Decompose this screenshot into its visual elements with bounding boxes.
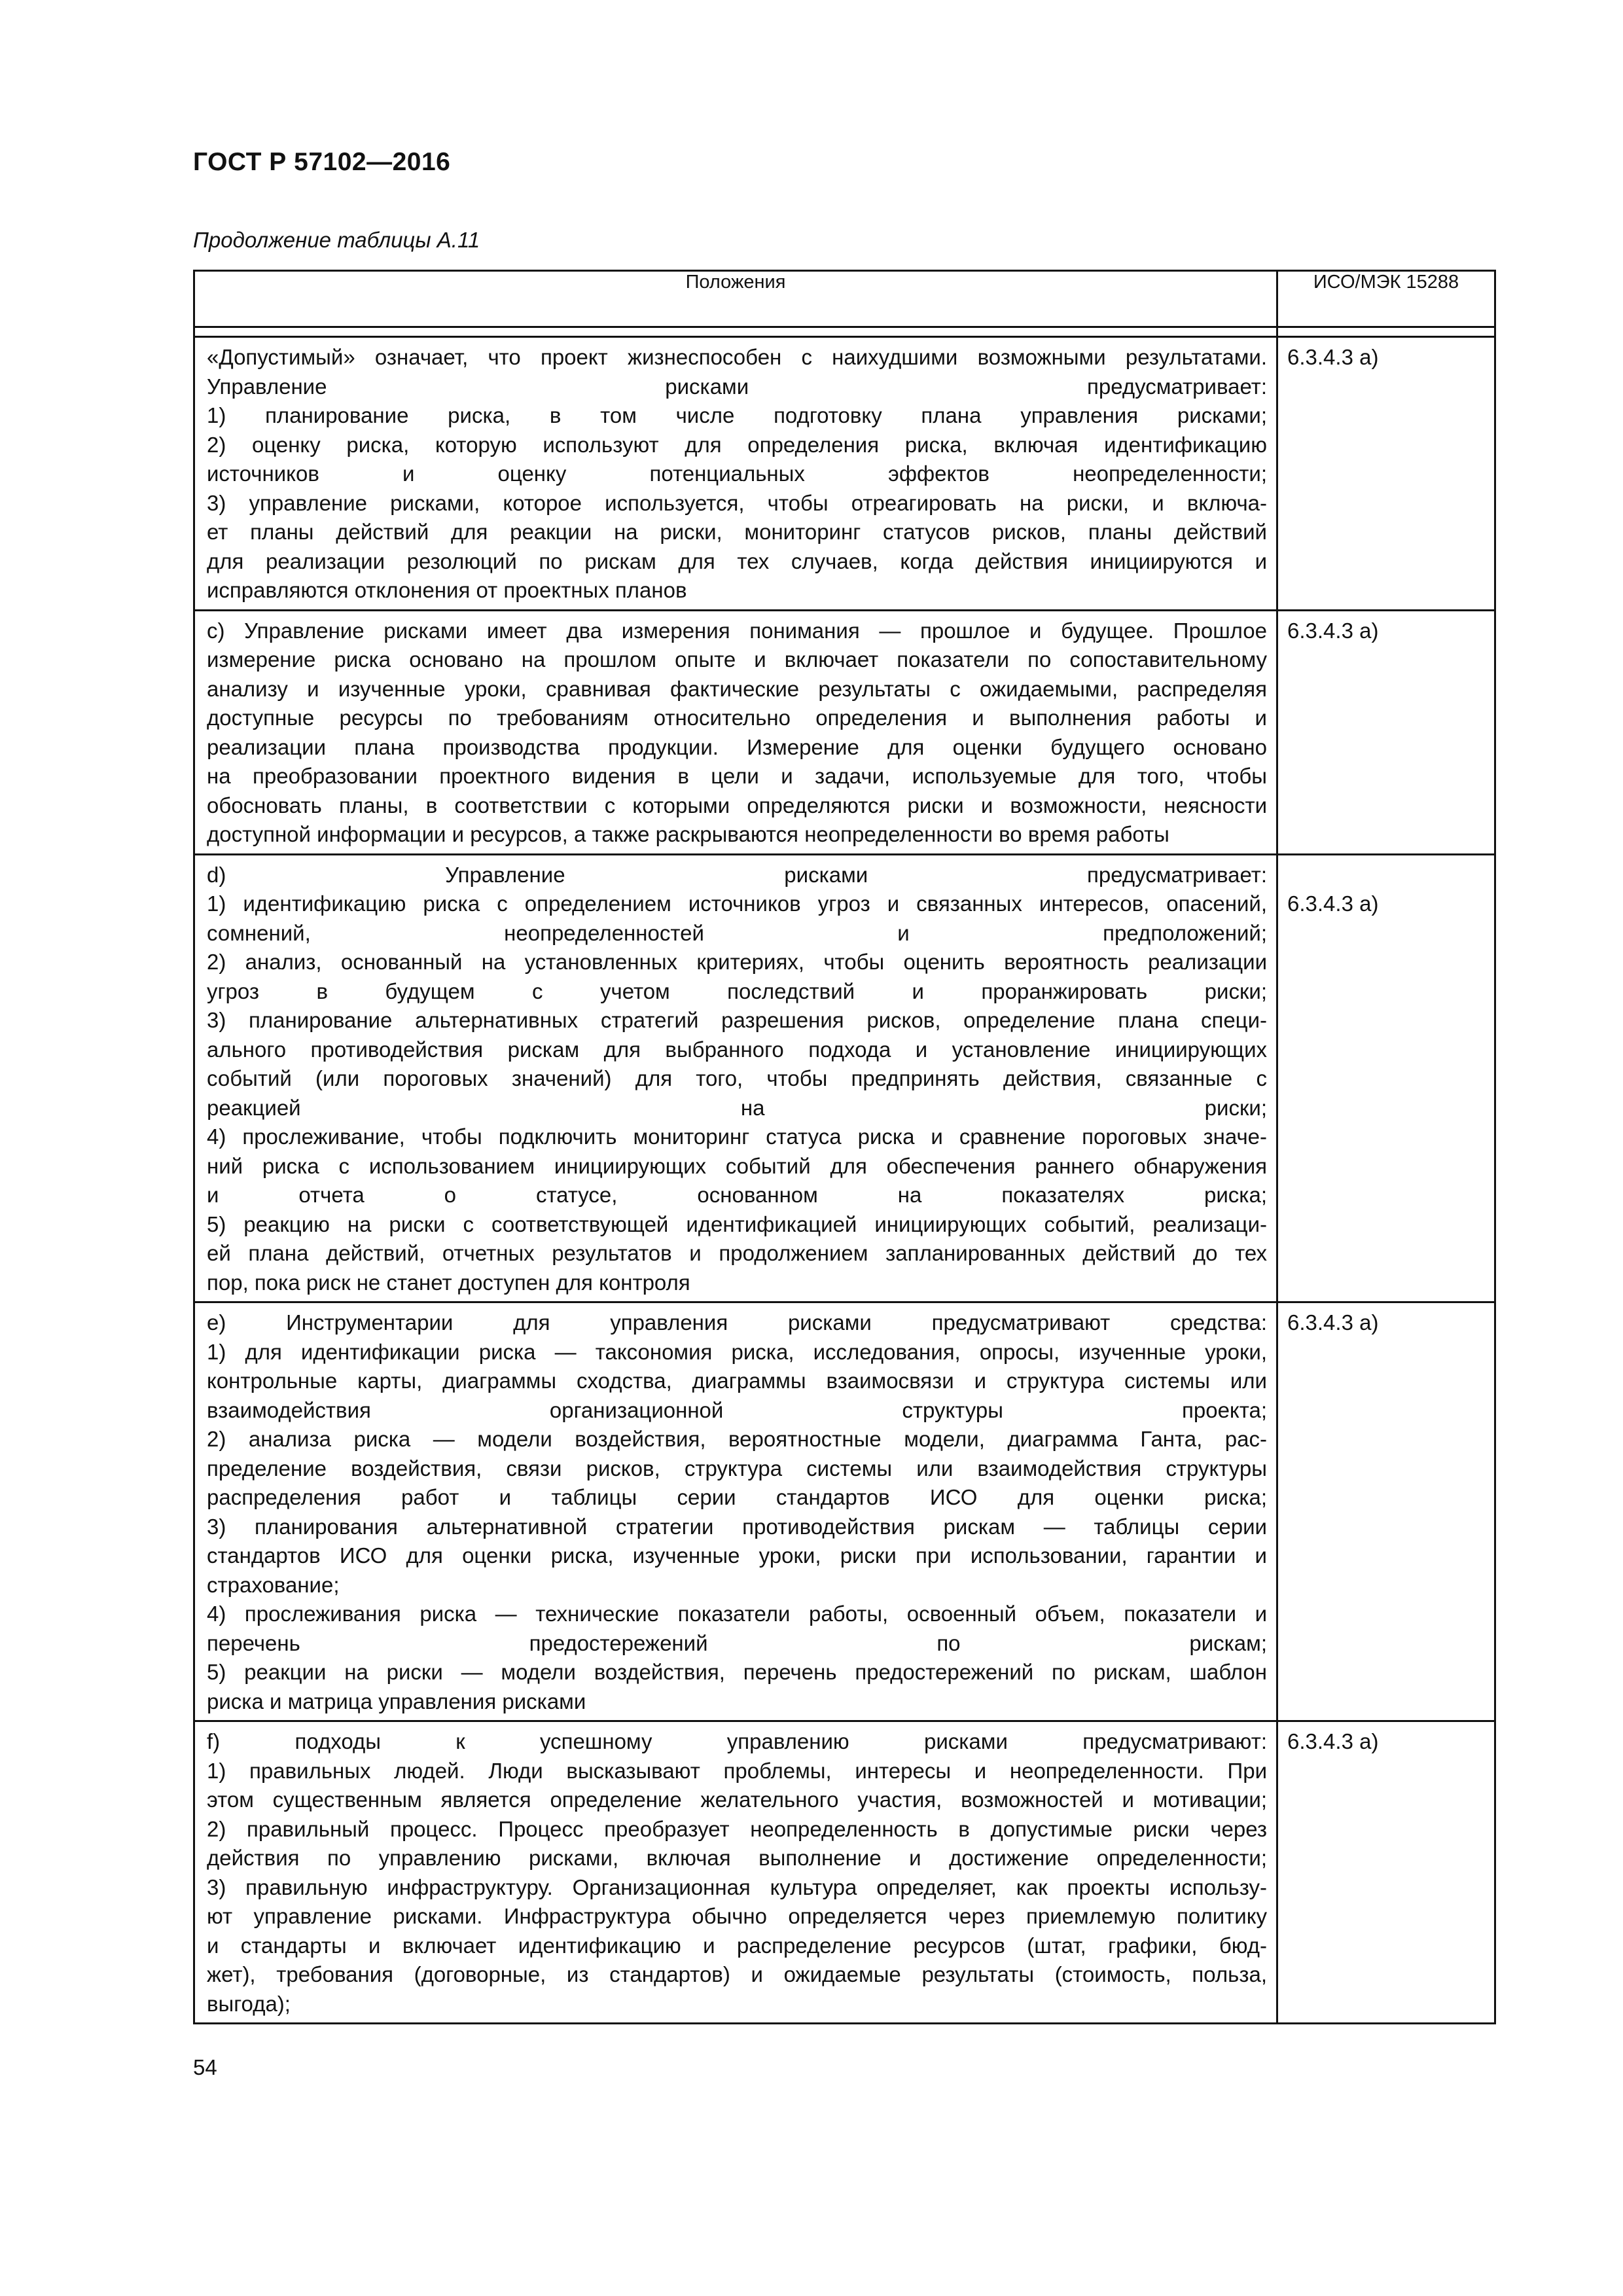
provision-line: жет), требования (договорные, из стандартов) и ожидаемые результаты (стоимость, польза, (207, 1962, 1267, 1986)
provision-text-cell (194, 854, 1277, 1302)
provision-line: и отчета о статусе, основанном на показателях риска; (207, 1183, 1267, 1207)
provision-line: 4) прослеживания риска — технические показатели работы, освоенный объем, показатели и (207, 1602, 1267, 1626)
iso-reference-cell (1277, 610, 1495, 854)
provision-line: 5) реакцию на риски с соответствующей идентификацией инициирующих событий, реализаци- (207, 1211, 1267, 1236)
provision-line: Управление рисками предусматривает: (207, 374, 1267, 399)
provision-line: пор, пока риск не станет доступен для контроля (207, 1270, 690, 1295)
provision-line: ют управление рисками. Инфраструктура обычно определяется через приемлемую политику (207, 1904, 1267, 1928)
provision-line: пределение воздействия, связи рисков, структура системы или взаимодействия структуры (207, 1456, 1267, 1480)
provision-line: выгода); (207, 1991, 291, 2016)
provision-line: исправляются отклонения от проектных планов (207, 578, 687, 602)
provision-text-cell (194, 1721, 1277, 2024)
provision-line: доступные ресурсы по требованиям относительно определения и выполнения работы и (207, 706, 1267, 730)
header-separator-cell (194, 327, 1277, 337)
provision-line: 4) прослеживание, чтобы подключить мониторинг статуса риска и сравнение пороговых значе- (207, 1124, 1267, 1149)
provision-line: 3) планирования альтернативной стратегии противодействия рискам — таблицы серии (207, 1514, 1267, 1539)
provision-text-cell (194, 610, 1277, 854)
provision-line: 2) анализ, основанный на установленных критериях, чтобы оценить вероятность реализации (207, 950, 1267, 974)
provision-line: распределения работ и таблицы серии стандартов ИСО для оценки риска; (207, 1485, 1267, 1509)
table-row (194, 854, 1495, 1302)
provision-line: 1) правильных людей. Люди высказывают проблемы, интересы и неопределенности. При (207, 1758, 1267, 1783)
header-separator-cell (1277, 327, 1495, 337)
provision-line: d) Управление рисками предусматривает: (207, 862, 1267, 887)
provision-line: действия по управлению рисками, включая выполнение и достижение определенности; (207, 1846, 1267, 1870)
provision-line: 2) оценку риска, которую используют для определения риска, включая идентификацию (207, 432, 1267, 457)
table-caption: Продолжение таблицы А.11 (193, 228, 480, 252)
provision-line: доступной информации и ресурсов, а также раскрываются неопределенности во время работы (207, 822, 1169, 846)
table-row (194, 610, 1495, 854)
provision-line: 1) планирование риска, в том числе подготовку плана управления рисками; (207, 403, 1267, 427)
provision-line: анализу и изученные уроки, сравнивая фактические результаты с ожидаемыми, распределяя (207, 676, 1267, 701)
iso-reference: 6.3.4.3 a) (1287, 1310, 1379, 1335)
provision-line: стандартов ИСО для оценки риска, изученные уроки, риски при использовании, гарантии и (207, 1543, 1267, 1568)
provision-line: страхование; (207, 1572, 340, 1597)
provision-line: 1) идентификацию риска с определением источников угроз и связанных интересов, опасений, (207, 891, 1267, 916)
provision-line: контрольные карты, диаграммы сходства, диаграммы взаимосвязи и структура системы или (207, 1369, 1267, 1393)
table-row (194, 337, 1495, 611)
iso-reference: 6.3.4.3 a) (1287, 1729, 1379, 1753)
provision-line: событий (или пороговых значений) для того, чтобы предпринять действия, связанные с (207, 1066, 1267, 1090)
provision-line: реализации плана производства продукции. Измерение для оценки будущего основано (207, 734, 1267, 759)
provision-line: 3) управление рисками, которое используется, чтобы отреагировать на риски, и включа- (207, 490, 1267, 515)
provision-line: взаимодействия организационной структуры проекта; (207, 1397, 1267, 1422)
table-body (194, 337, 1495, 2024)
provision-line: 2) правильный процесс. Процесс преобразует неопределенность в допустимые риски через (207, 1816, 1267, 1841)
iso-reference: 6.3.4.3 a) (1287, 618, 1379, 643)
document-code: ГОСТ Р 57102—2016 (193, 148, 451, 176)
provision-line: ей плана действий, отчетных результатов и продолжением запланированных действий до тех (207, 1241, 1267, 1265)
provision-line: на преобразовании проектного видения в цели и задачи, используемые для того, чтобы (207, 764, 1267, 788)
iso-reference-cell (1277, 1721, 1495, 2024)
provision-line: этом существенным является определение желательного участия, возможностей и мотивации; (207, 1787, 1267, 1812)
iso-reference-cell (1277, 337, 1495, 611)
provision-line: обосновать планы, в соответствии с которыми определяются риски и возможности, неясности (207, 793, 1267, 817)
provision-text-cell (194, 1302, 1277, 1721)
reference-spacer (1287, 861, 1485, 890)
provision-line: ний риска с использованием инициирующих событий для обеспечения раннего обнаружения (207, 1153, 1267, 1178)
page-number: 54 (193, 2055, 217, 2079)
iso-reference-cell (1277, 1302, 1495, 1721)
provision-line: 3) планирование альтернативных стратегий разрешения рисков, определение плана специ- (207, 1008, 1267, 1032)
provision-line: источников и оценку потенциальных эффектов неопределенности; (207, 461, 1267, 486)
column-header-iso-iec: ИСО/МЭК 15288 (1277, 271, 1495, 327)
iso-reference-cell (1277, 854, 1495, 1302)
table-row (194, 1302, 1495, 1721)
provision-line: и стандарты и включает идентификацию и распределение ресурсов (штат, графики, бюд- (207, 1933, 1267, 1958)
provision-line: e) Инструментарии для управления рисками предусматривают средства: (207, 1310, 1267, 1335)
provision-line: для реализации резолюций по рискам для тех случаев, когда действия инициируются и (207, 548, 1267, 573)
provision-line: 2) анализа риска — модели воздействия, вероятностные модели, диаграмма Ганта, рас- (207, 1427, 1267, 1451)
table-header-row (194, 271, 1495, 327)
provision-line: 3) правильную инфраструктуру. Организационная культура определяет, как проекты использу- (207, 1874, 1267, 1899)
provision-line: c) Управление рисками имеет два измерения понимания — прошлое и будущее. Прошлое (207, 618, 1267, 643)
provision-line: «Допустимый» означает, что проект жизнеспособен с наихудшими возможными результатами. (207, 345, 1267, 369)
provision-line: угроз в будущем с учетом последствий и проранжировать риски; (207, 978, 1267, 1003)
iso-reference: 6.3.4.3 a) (1287, 891, 1379, 916)
provision-line: f) подходы к успешному управлению рисками предусматривают: (207, 1729, 1267, 1753)
provision-line: ет планы действий для реакции на риски, мониторинг статусов рисков, планы действий (207, 520, 1267, 544)
provision-line: сомнений, неопределенностей и предположений; (207, 920, 1267, 945)
column-header-provisions: Положения (194, 271, 1277, 327)
provision-line: риска и матрица управления рисками (207, 1689, 586, 1713)
table-row (194, 1721, 1495, 2024)
provision-line: ального противодействия рискам для выбранного подхода и установление инициирующих (207, 1037, 1267, 1062)
provision-line: 1) для идентификации риска — таксономия риска, исследования, опросы, изученные уроки, (207, 1339, 1267, 1364)
provision-line: перечень предостережений по рискам; (207, 1630, 1267, 1655)
provision-text-cell (194, 337, 1277, 611)
provision-line: измерение риска основано на прошлом опыте и включает показатели по сопоставительному (207, 647, 1267, 672)
provision-line: 5) реакции на риски — модели воздействия, перечень предостережений по рискам, шаблон (207, 1660, 1267, 1684)
header-separator (194, 327, 1495, 337)
provision-line: реакцией на риски; (207, 1095, 1267, 1120)
iso-reference: 6.3.4.3 a) (1287, 345, 1379, 369)
provisions-table (193, 270, 1496, 2024)
